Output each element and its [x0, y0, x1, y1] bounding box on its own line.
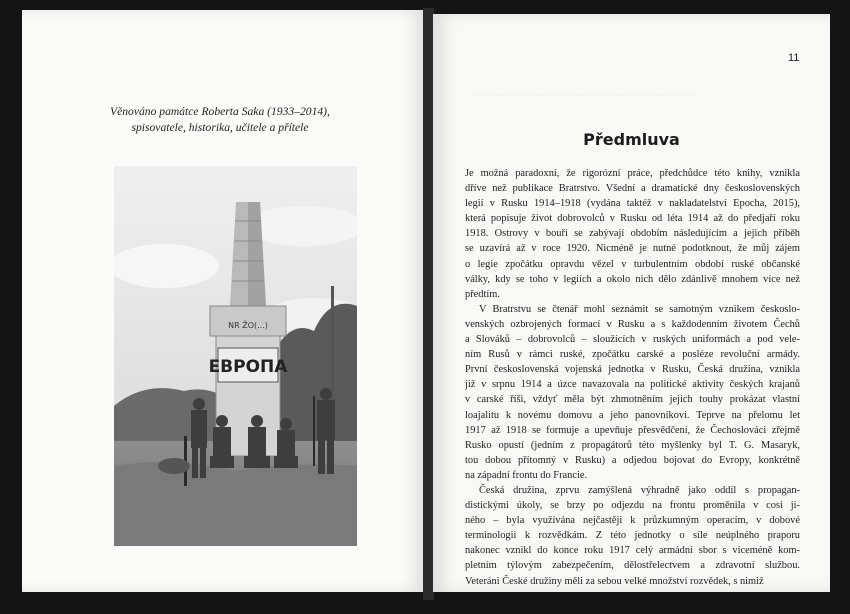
text-line: 1917 až 1918 se formuje a upevňuje přesvědčení, že Čechoslováci zřejmě [465, 424, 800, 436]
text-line: terminologii k rozvědkám. Z této jednotky o síle neúplného praporu [465, 530, 800, 542]
text-line: dříve než publikace Bratrstvo. Všední a dramatické dny československých [465, 183, 800, 195]
text-line: války, kdy se toho v legiích a okolo nich dělo zdánlivě mnohem více než [465, 273, 800, 285]
text-line: V Bratrstvu se čtenář mohl seznámit se samotným vznikem českoslo- [479, 303, 800, 315]
text-line: tou dobou přítomný v Rusku) a odjedou bojovat do Evropy, konkrétně [465, 454, 800, 466]
text-line: Česká družina, zprvu zamýšlená výhradně jako oddíl s propagan- [479, 484, 800, 496]
text-line: o legie zpočátku opravdu vězel v turbulentním období ruské občanské [465, 258, 800, 270]
dedication-line: spisovatele, historika, učitele a přítele [131, 121, 309, 134]
text-line: 1918. Ostrovy v bouři se zabývají obdobím následujícím a jejich příběh [465, 228, 800, 240]
text-line: Rusko opustí (jedním z propagátorů této myšlenky byl T. G. Masaryk, [465, 439, 800, 451]
text-line: nakonec vznikl do konce roku 1917 celý armádní sbor s víceméně kom- [465, 545, 800, 557]
body-text [465, 166, 800, 589]
text-line: První československá vojenská jednotka v Rusku, Česká družina, vznikla [465, 364, 800, 376]
text-line: distickými úkoly, se brzy po odjezdu na frontu proměnila v cosi ji- [465, 500, 800, 512]
text-line: ním Rusů v rámci ruské, zpočátku carské a posléze revoluční armády. [465, 349, 800, 361]
text-line: již v srpnu 1914 a úzce navazovala na politické aktivity českých krajanů [465, 379, 800, 391]
text-line: venských ozbrojených formací v Rusku a s každodenním životem Čechů [465, 318, 800, 330]
text-line: v carské říši, vždyť měla být zhmotněním jejich touhy prokázat vlastní [465, 394, 800, 406]
text-line: loajalitu k novému domovu a jeho panovníkovi. Teprve na přelomu let [465, 409, 800, 421]
text-line: ného – byla využívána nejčastěji k průzkumným operacím, v dobové [465, 515, 800, 527]
text-line: Veteráni České družiny měli za sebou velké množství rozvědek, s nimiž [465, 575, 764, 587]
text-line: legií v Rusku 1914–1918 (vydána taktéž v nakladatelství Epocha, 2015), [465, 198, 800, 210]
historical-photo [114, 166, 357, 546]
text-line: se uzavírá až v roce 1920. Nicméně je nutné podotknout, že můj zájem [465, 243, 800, 255]
text-line: která popisuje život dobrovolců v Rusku od léta 1914 až do předjaří roku [465, 213, 800, 225]
plaque-text: NR ŽO(...) [228, 321, 268, 330]
text-line: Je možná paradoxní, že rigorózní práce, předchůdce této knihy, vznikla [465, 168, 800, 179]
text-line: a Slováků – dobrovolců – sloužících v ruských uniformách a pod vele- [465, 334, 800, 346]
page-number: 11 [788, 52, 800, 64]
text-line: předtím. [465, 288, 500, 300]
chapter-title: Předmluva [583, 130, 680, 149]
text-line: na západní frontu do Francie. [465, 469, 588, 481]
sign-text: ЕВРОПА [208, 357, 288, 377]
dedication [0, 104, 440, 136]
text-line: pletním týlovým zabezpečením, dělostřelectvem a zdravotní službou. [465, 560, 800, 572]
dedication-line: Věnováno památce Roberta Saka (1933–2014), [110, 105, 330, 118]
show-through-text: .......................................................................................... [470, 88, 695, 99]
